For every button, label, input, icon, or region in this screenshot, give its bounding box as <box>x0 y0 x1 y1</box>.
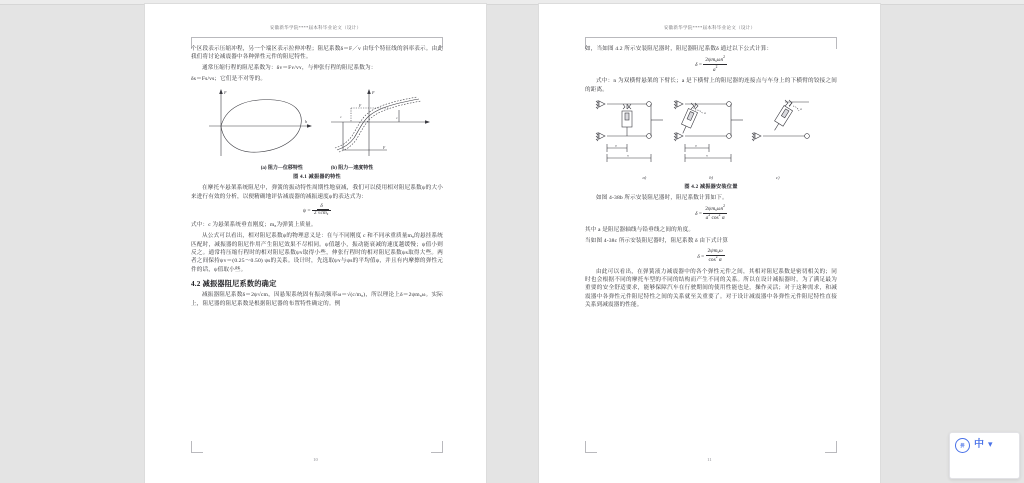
page-body-11 <box>585 45 837 312</box>
page-number: 11 <box>707 457 712 462</box>
svg-text:v: v <box>396 115 398 120</box>
svg-text:F: F <box>224 89 227 95</box>
svg-text:a: a <box>615 143 617 148</box>
svg-text:α: α <box>704 111 706 116</box>
svg-text:v: v <box>340 114 342 119</box>
ime-language-toggle[interactable]: 中 <box>974 439 984 450</box>
figure-4-1 <box>191 88 443 181</box>
svg-text:F: F <box>383 145 386 150</box>
figure-4-2-subcaptions <box>585 175 837 180</box>
paragraph: 其中 a 是阻尼器轴线与铅垂线之间的角度。 <box>585 227 695 234</box>
svg-text:F: F <box>372 89 375 95</box>
figure-4-2-subcaption-c: c) <box>775 175 780 181</box>
paragraph: 如图 4-38b 所示安装阻尼器时，阻尼系数计算如下。 <box>596 194 728 201</box>
document-page-10[interactable] <box>145 4 486 483</box>
figure-4-2-graphic <box>585 98 837 174</box>
page-number: 10 <box>313 457 318 462</box>
figure-4-1-subcaptions <box>191 164 443 171</box>
svg-text:n: n <box>627 153 629 158</box>
svg-text:F: F <box>359 103 362 108</box>
document-canvas[interactable] <box>0 4 1024 483</box>
paragraph: 在摩托车悬架系统阻尼中，弹簧的振动特性周期性地衰减，我们可以使用相对阻尼系数ψ的大小来进行有效的分析，以便精确地评估减震器的减振速度ψ的表达式为： <box>191 185 443 200</box>
paragraph: 减振器阻尼系数δ＝2ψ√cm，因悬架系统固有振动频率ω＝√(c/m₈)，所以理论上δ＝2ψm₈ω。实际上，阻尼器的阻尼系数是根据阻尼器的布置特性确定的。例 <box>191 292 443 307</box>
paragraph: 由此可以看出，在弹簧液力减震器中的各个弹性元件之间，其相对阻尼系数是密切相关的；同时也会根据不同的摩托车型的不同的结构而产生不同的关系。所以在设计减振器时，为了满足最为重要的安全舒适要求，能够保障汽车在行驶期间的使用性能也是，操作灵活；对于这种需求，和减震器中各弹性元件阻尼特性之间的关系就至关重要了。对于设计减震器中各弹性元件阻尼特性直接关系到减震器的性能。 <box>585 268 837 309</box>
paragraph: 从公式可以看出，相对阻尼系数ψ的物理意义是：在与不同刚度 c 和不同承重质量m₈的悬挂系统匹配时，减振器的阻尼作用产生阻尼效果不尽相同。ψ值越小，振动能衰减的速度越缓慢；ψ值小则反之。通常将压缩行程时的相对阻尼系数ψʏ取得小些，伸张行程时的相对阻尼系数ψѕ取得大些。两者之间保持ψʏ＝(0.25～0.50) ψѕ的关系。设计时，先选取ψʏ与ψѕ的平均值ψ，并且有内摩擦的弹性元件的话，ψ值取小些。 <box>191 233 443 273</box>
paragraph: 通常压缩行程的阻尼系数为：δʏ＝Fʏ/vʏ，与伸张行程的阻尼系数为： <box>202 65 377 72</box>
figure-4-2-subcaption-b: b) <box>709 175 714 181</box>
page-header-text: 安徽新华学院****届本科毕业论文（设计） <box>269 25 362 30</box>
figure-4-1-subcaption-a: (a) 阻力—位移特性 <box>260 165 303 171</box>
page-header-text: 安徽新华学院****届本科毕业论文（设计） <box>663 25 756 30</box>
paragraph: δѕ＝Fѕ/vѕ；它们是不对等的。 <box>191 76 267 83</box>
formula-psi: ψ = $\frac{\delta}{2√cm_s}$ <box>191 204 443 217</box>
chevron-down-icon[interactable]: ▾ <box>988 439 993 449</box>
paragraph: 个区段表示压缩冲程，另一个端区表示拉伸冲程；阻尼系数δ＝F／v 由每个特征线的斜率表示。由此我们将讨论减震器中各种弹性元件的阻尼特性。 <box>191 46 443 61</box>
svg-text:n: n <box>706 153 708 158</box>
paragraph: 如，当如图 4.2 所示安装阻尼器时，阻尼器阻尼系数δ 通过以下公式计算： <box>585 46 773 52</box>
formula-delta-a: δ = $\frac{2\psi m_s\omega n^2}{a^2}$ <box>695 55 725 73</box>
figure-4-2-subcaption-a: a) <box>642 175 647 181</box>
ime-logo-icon[interactable]: 拼 <box>955 438 970 453</box>
svg-text:α: α <box>800 107 802 112</box>
figure-4-1-graphic <box>191 88 443 162</box>
figure-4-1-subcaption-b: (b) 阻力—速度特性 <box>330 165 374 171</box>
svg-text:a: a <box>695 143 697 148</box>
figure-4-2 <box>585 98 837 190</box>
figure-4-2-caption: 图 4.2 减振器安装位置 <box>684 183 738 190</box>
paragraph: 式中：n 为双横臂悬架的下臂长；a 是下横臂上的阻尼器的连接点与车身上的下横臂的铰接之间的距离。 <box>585 78 837 93</box>
figure-4-1-caption: 图 4.1 减振器的特性 <box>293 174 341 181</box>
document-page-11[interactable] <box>539 4 880 483</box>
paragraph: 式中：c 为悬架系统垂直刚度；m₈为弹簧上质量。 <box>191 222 317 229</box>
section-heading-4-2: 4.2 减振器阻尼系数的确定 <box>191 280 277 289</box>
paragraph: 当如图 4-38c 所示安装阻尼器时，阻尼系数 δ 由下式计算 <box>585 238 729 245</box>
page-body-10 <box>191 45 443 311</box>
ime-indicator-widget[interactable] <box>949 432 1020 479</box>
svg-text:h: h <box>305 118 308 124</box>
formula-delta-b: δ = $\frac{2\psi m_s\omega n^2}{a^2 \cos^2 \alpha}$ <box>695 204 725 222</box>
formula-delta-c: δ = $\frac{2\psi m_s\omega}{\cos^2 \alpha}$ <box>697 247 723 263</box>
